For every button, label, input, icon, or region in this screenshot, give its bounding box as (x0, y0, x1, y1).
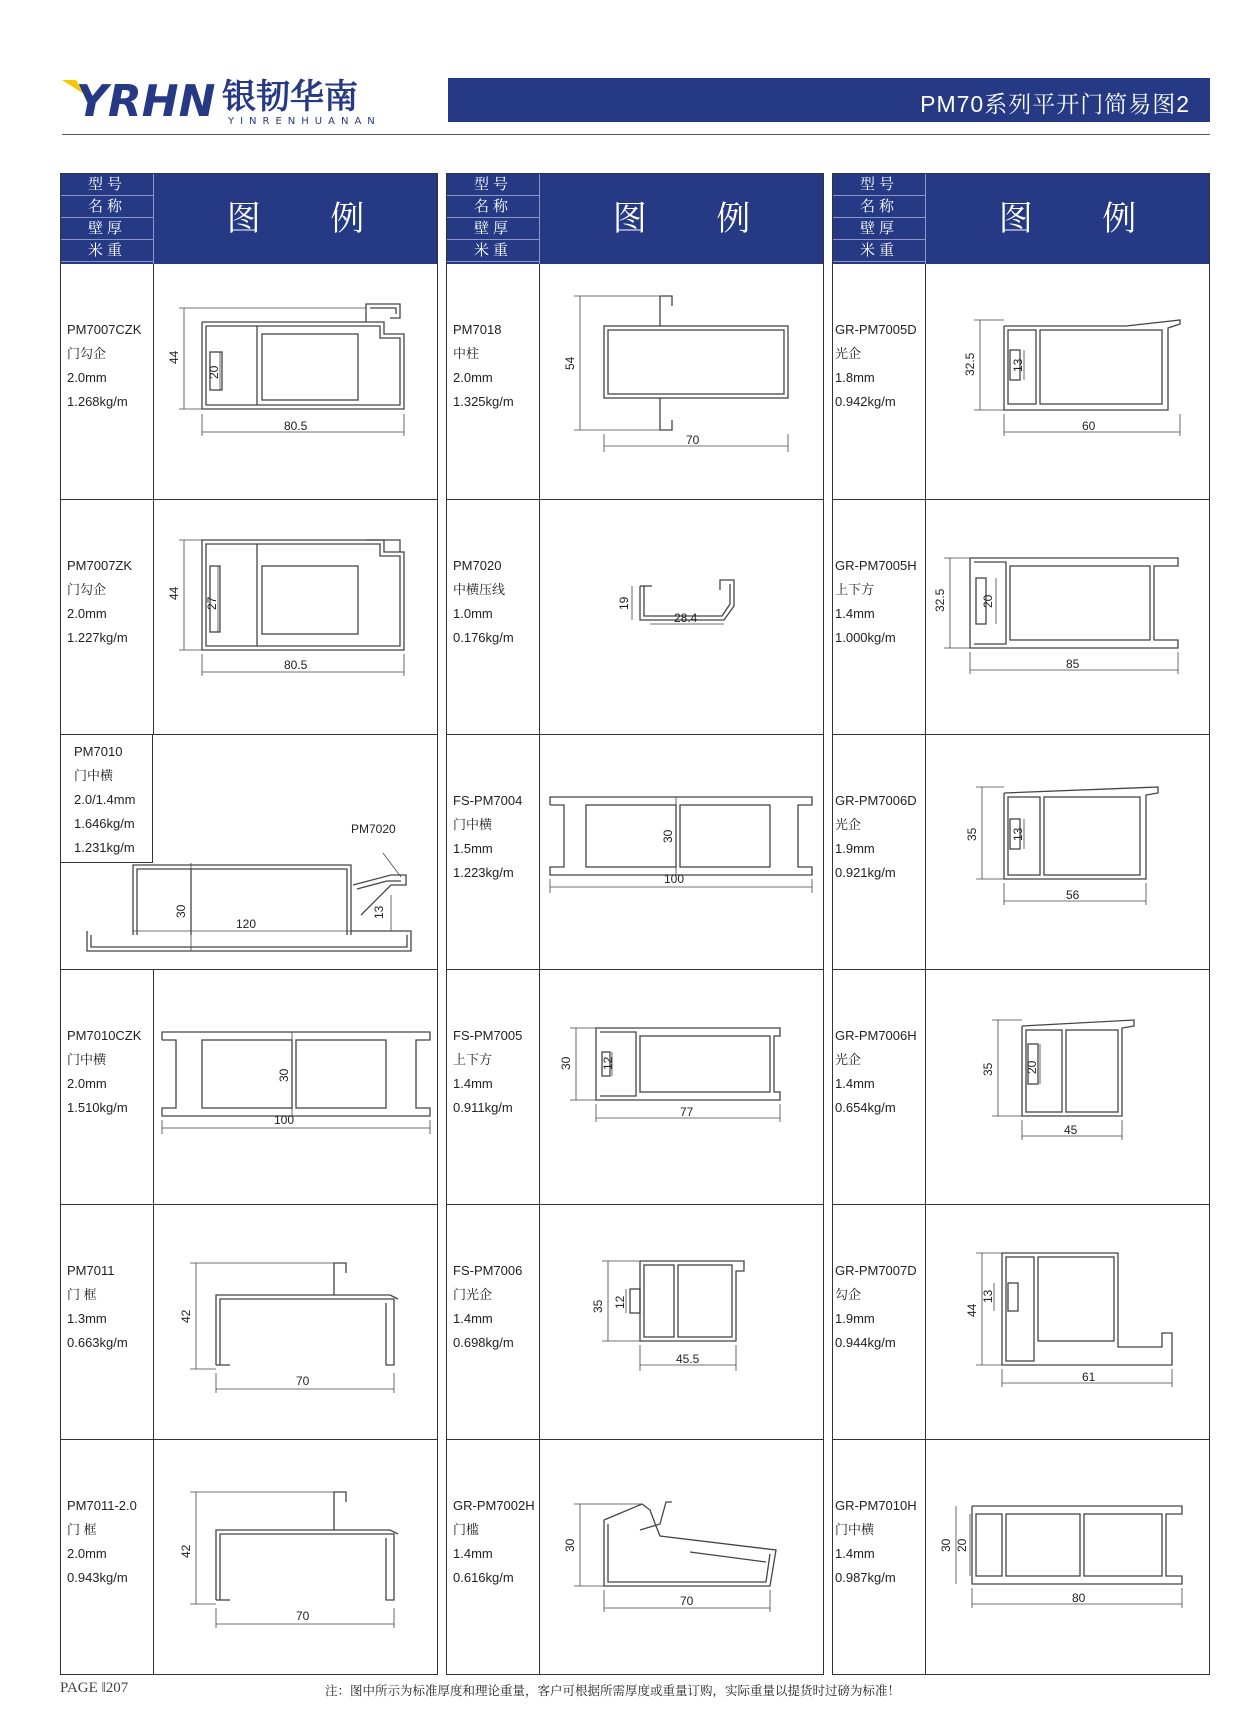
svg-text:27: 27 (205, 596, 219, 610)
profile-name: 勾企 (835, 1287, 862, 1302)
svg-text:30: 30 (277, 1068, 291, 1082)
svg-text:100: 100 (664, 872, 685, 886)
svg-text:32.5: 32.5 (963, 352, 977, 376)
unit-weight: 0.176kg/m (453, 630, 514, 645)
unit-weight: 1.227kg/m (67, 630, 128, 645)
svg-text:45.5: 45.5 (676, 1352, 700, 1366)
header-divider (62, 134, 1210, 135)
svg-text:54: 54 (563, 356, 577, 370)
svg-text:100: 100 (274, 1113, 295, 1127)
title-bar (448, 78, 1210, 122)
page-number: PAGE ‖207 (60, 1680, 129, 1696)
svg-text:77: 77 (680, 1105, 694, 1119)
catalog-row (833, 499, 1209, 734)
profile-info (453, 1024, 539, 1120)
svg-text:35: 35 (965, 827, 979, 841)
model-code: PM7020 (453, 558, 502, 573)
wall-thickness: 1.9mm (835, 841, 875, 856)
hook-profile-icon (926, 1205, 1209, 1439)
profile-name: 上下方 (453, 1052, 493, 1067)
wall-thickness: 2.0/1.4mm (74, 792, 136, 807)
catalog-row (61, 1439, 437, 1674)
profile-info (67, 554, 153, 650)
wall-thickness: 1.4mm (453, 1546, 493, 1561)
svg-text:13: 13 (372, 905, 386, 919)
svg-text:20: 20 (981, 594, 995, 608)
catalog-row (833, 264, 1209, 499)
model-code: GR-PM7006H (835, 1028, 917, 1043)
catalog-row (447, 264, 823, 499)
model-code: PM7010CZK (67, 1028, 142, 1043)
catalog-row (447, 1204, 823, 1439)
svg-text:61: 61 (1082, 1370, 1096, 1384)
catalog-row (61, 969, 437, 1204)
svg-text:70: 70 (686, 433, 700, 447)
unit-weight: 0.654kg/m (835, 1100, 896, 1115)
unit-weight: 0.911kg/m (453, 1100, 513, 1115)
svg-text:42: 42 (179, 1309, 193, 1323)
profile-info (67, 318, 153, 414)
unit-weight: 0.942kg/m (835, 394, 896, 409)
profile-name: 光企 (835, 346, 862, 361)
unit-weight: 0.663kg/m (67, 1335, 128, 1350)
wall-thickness: 1.4mm (835, 1546, 875, 1561)
profile-info (453, 1259, 539, 1355)
frame-profile-icon (154, 1205, 437, 1439)
rail-profile-icon (540, 970, 823, 1204)
profile-name: 门槛 (453, 1522, 480, 1537)
catalog-row (447, 969, 823, 1204)
rail-profile-icon (926, 500, 1209, 734)
unit-weight: 1.646kg/m (74, 816, 135, 831)
profile-name: 上下方 (835, 582, 875, 597)
hook-profile-icon (154, 264, 437, 498)
svg-text:20: 20 (955, 1538, 969, 1552)
svg-text:44: 44 (167, 350, 181, 364)
wall-thickness: 2.0mm (453, 370, 493, 385)
wall-thickness: 1.8mm (835, 370, 875, 385)
profile-info (835, 1024, 921, 1120)
wall-thickness: 1.9mm (835, 1311, 875, 1326)
frame-profile-icon (154, 1440, 437, 1674)
footer-note: 注：图中所示为标准厚度和理论重量，客户可根据所需厚度或重量订购，实际重量以提货时过磅为标准！ (325, 1684, 901, 1698)
model-code: FS-PM7005 (453, 1028, 523, 1043)
mullion-profile-icon (540, 264, 823, 498)
threshold-profile-icon (540, 1440, 823, 1674)
model-code: PM7007ZK (67, 558, 133, 573)
unit-weight: 0.944kg/m (835, 1335, 896, 1350)
svg-text:28.4: 28.4 (674, 611, 698, 625)
wall-thickness: 1.4mm (453, 1311, 493, 1326)
unit-weight: 1.510kg/m (67, 1100, 128, 1115)
profile-name: 门 框 (67, 1522, 97, 1537)
model-code: PM7018 (453, 322, 502, 337)
profile-info (67, 1494, 153, 1590)
unit-weight: 0.943kg/m (67, 1570, 128, 1585)
svg-text:80: 80 (1072, 1591, 1086, 1605)
svg-text:35: 35 (591, 1299, 605, 1313)
model-code: FS-PM7004 (453, 793, 523, 808)
profile-name: 门 框 (67, 1287, 97, 1302)
header-title: 图 例 (226, 200, 395, 238)
svg-text:30: 30 (174, 904, 188, 918)
hook-profile-icon (154, 500, 437, 734)
header-label-model: 型号 (61, 174, 153, 196)
svg-text:20: 20 (207, 365, 221, 379)
profile-name: 门勾企 (67, 346, 107, 361)
catalog-row (61, 264, 437, 499)
unit-weight: 0.921kg/m (835, 865, 896, 880)
svg-text:19: 19 (617, 596, 631, 610)
svg-text:60: 60 (1082, 419, 1096, 433)
svg-text:20: 20 (1025, 1060, 1039, 1074)
profile-name: 光企 (835, 817, 862, 832)
catalog-row (447, 499, 823, 734)
svg-text:45: 45 (1064, 1123, 1078, 1137)
model-code: PM7011-2.0 (67, 1498, 137, 1513)
svg-text:30: 30 (661, 829, 675, 843)
logo-brand-pinyin: YINRENHUANAN (228, 116, 381, 126)
logo-mark: YRHN (76, 76, 216, 126)
profile-info (835, 554, 921, 650)
svg-text:85: 85 (1066, 657, 1080, 671)
svg-text:12: 12 (601, 1056, 615, 1070)
profile-name: 门中横 (74, 768, 114, 783)
svg-text:30: 30 (559, 1056, 573, 1070)
catalog-column-1 (60, 173, 438, 1675)
model-code: GR-PM7005D (835, 322, 917, 337)
wall-thickness: 1.4mm (453, 1076, 493, 1091)
column-header (61, 174, 437, 264)
svg-text:80.5: 80.5 (284, 658, 308, 672)
catalog-row (447, 1439, 823, 1674)
profile-info (453, 318, 539, 414)
model-code: FS-PM7006 (453, 1263, 523, 1278)
catalog-row (833, 1439, 1209, 1674)
model-code: GR-PM7010H (835, 1498, 917, 1513)
model-code: GR-PM7006D (835, 793, 917, 808)
model-code: PM7007CZK (67, 322, 142, 337)
catalog-row (833, 969, 1209, 1204)
profile-name: 光企 (835, 1052, 862, 1067)
wall-thickness: 1.4mm (835, 1076, 875, 1091)
catalog-row (61, 1204, 437, 1439)
svg-text:13: 13 (1011, 827, 1025, 841)
catalog-row (61, 734, 437, 969)
profile-info (453, 1494, 539, 1590)
catalog-row (61, 499, 437, 734)
svg-text:70: 70 (680, 1594, 694, 1608)
svg-text:44: 44 (167, 586, 181, 600)
unit-weight: 0.616kg/m (453, 1570, 514, 1585)
model-code: PM7011 (67, 1263, 115, 1278)
unit-weight-alt: 1.231kg/m (74, 840, 135, 855)
profile-name: 门光企 (453, 1287, 493, 1302)
wall-thickness: 1.5mm (453, 841, 493, 856)
logo-brand-name: 银韧华南 (222, 77, 358, 117)
wall-thickness: 2.0mm (67, 1076, 107, 1091)
catalog-row (447, 734, 823, 969)
svg-text:35: 35 (981, 1062, 995, 1076)
profile-name: 门中横 (67, 1052, 107, 1067)
profile-name: 中柱 (453, 346, 480, 361)
model-code: PM7010 (74, 744, 123, 759)
profile-name: 门勾企 (67, 582, 107, 597)
svg-text:30: 30 (563, 1538, 577, 1552)
profile-info (835, 1259, 921, 1355)
unit-weight: 1.268kg/m (67, 394, 128, 409)
column-header: 型号 名称 壁厚 米重 图 例 (833, 174, 1209, 264)
profile-info (67, 1024, 153, 1120)
profile-info (835, 789, 921, 885)
svg-text:80.5: 80.5 (284, 419, 308, 433)
wall-thickness: 1.0mm (453, 606, 493, 621)
unit-weight: 1.000kg/m (835, 630, 896, 645)
profile-name: 门中横 (453, 817, 493, 832)
header-label-thickness: 壁厚 (61, 218, 153, 240)
transom-profile-icon (154, 970, 437, 1204)
stile-profile-icon (926, 970, 1209, 1204)
wall-thickness: 2.0mm (67, 370, 107, 385)
model-code: GR-PM7007D (835, 1263, 917, 1278)
callout-label: PM7020 (351, 822, 396, 836)
wall-thickness: 1.3mm (67, 1311, 107, 1326)
svg-text:70: 70 (296, 1609, 310, 1623)
catalog-row (833, 1204, 1209, 1439)
unit-weight: 0.987kg/m (835, 1570, 896, 1585)
model-code: GR-PM7005H (835, 558, 917, 573)
svg-text:120: 120 (236, 917, 257, 931)
model-code: GR-PM7002H (453, 1498, 535, 1513)
profile-name: 中横压线 (453, 582, 506, 597)
svg-text:42: 42 (179, 1544, 193, 1558)
stile-profile-icon (926, 735, 1209, 969)
column-header: 型号 名称 壁厚 米重 图 例 (447, 174, 823, 264)
unit-weight: 0.698kg/m (453, 1335, 514, 1350)
page-title: PM70系列平开门简易图2 (920, 91, 1190, 117)
svg-text:70: 70 (296, 1374, 310, 1388)
profile-info (453, 554, 539, 650)
catalog-row (833, 734, 1209, 969)
profile-info (61, 735, 153, 863)
profile-info (453, 789, 539, 885)
stile-profile-icon (926, 264, 1209, 498)
transom-profile-icon (540, 735, 823, 969)
wall-thickness: 1.4mm (835, 606, 875, 621)
unit-weight: 1.325kg/m (453, 394, 514, 409)
svg-text:44: 44 (965, 1303, 979, 1317)
svg-text:30: 30 (939, 1538, 953, 1552)
catalog-column-2 (446, 173, 824, 1675)
svg-text:13: 13 (981, 1289, 995, 1303)
brand-logo (62, 76, 432, 126)
wall-thickness: 2.0mm (67, 1546, 107, 1561)
catalog-column-3 (832, 173, 1210, 1675)
svg-text:12: 12 (613, 1295, 627, 1309)
header-label-name: 名称 (61, 196, 153, 218)
profile-name: 门中横 (835, 1522, 875, 1537)
transom-profile-icon (926, 1440, 1209, 1674)
svg-text:13: 13 (1011, 358, 1025, 372)
profile-info (67, 1259, 153, 1355)
unit-weight: 1.223kg/m (453, 865, 514, 880)
svg-text:56: 56 (1066, 888, 1080, 902)
wall-thickness: 2.0mm (67, 606, 107, 621)
profile-info (835, 318, 921, 414)
bead-profile-icon (540, 500, 823, 734)
profile-info (835, 1494, 921, 1590)
svg-text:32.5: 32.5 (933, 588, 947, 612)
header-label-weight: 米重 (61, 240, 153, 262)
stile-profile-icon (540, 1205, 823, 1439)
